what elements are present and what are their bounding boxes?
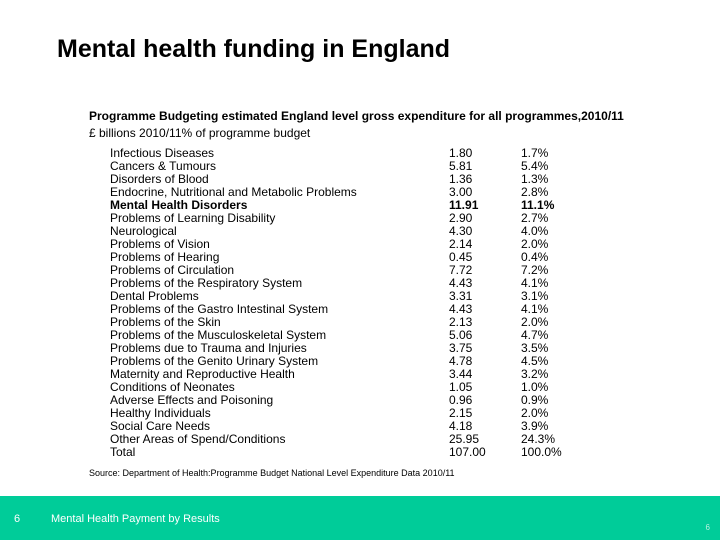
row-category: Neurological bbox=[110, 224, 177, 238]
row-category: Dental Problems bbox=[110, 289, 199, 303]
footer-slide-number: 6 bbox=[14, 513, 21, 525]
row-category: Disorders of Blood bbox=[110, 172, 209, 186]
table-row bbox=[110, 433, 699, 446]
row-percent: 7.2% bbox=[521, 263, 549, 277]
row-amount: 0.96 bbox=[449, 393, 473, 407]
row-percent: 4.7% bbox=[521, 328, 549, 342]
row-percent: 1.0% bbox=[521, 380, 549, 394]
row-percent: 2.8% bbox=[521, 185, 549, 199]
row-percent: 5.4% bbox=[521, 159, 549, 173]
row-category: Problems of Vision bbox=[110, 237, 210, 251]
row-percent: 0.4% bbox=[521, 250, 549, 264]
row-amount: 5.06 bbox=[449, 328, 473, 342]
row-category: Endocrine, Nutritional and Metabolic Problems bbox=[110, 185, 357, 199]
row-amount: 107.00 bbox=[449, 445, 486, 459]
row-amount: 3.00 bbox=[449, 185, 473, 199]
content-body bbox=[89, 109, 699, 479]
table-heading: Programme Budgeting estimated England level gross expenditure for all programmes,2010/11 bbox=[89, 109, 624, 123]
row-amount: 1.05 bbox=[449, 380, 473, 394]
row-amount: 25.95 bbox=[449, 432, 480, 446]
row-percent: 4.0% bbox=[521, 224, 549, 238]
table-subheading: £ billions 2010/11% of programme budget bbox=[89, 126, 311, 140]
row-amount: 4.30 bbox=[449, 224, 473, 238]
row-percent: 4.1% bbox=[521, 276, 549, 290]
row-percent: 1.3% bbox=[521, 172, 549, 186]
row-category: Mental Health Disorders bbox=[110, 198, 248, 212]
row-amount: 4.43 bbox=[449, 276, 473, 290]
row-percent: 11.1% bbox=[521, 198, 555, 212]
row-category: Problems of Learning Disability bbox=[110, 211, 276, 225]
row-category: Infectious Diseases bbox=[110, 146, 215, 160]
source-note: Source: Department of Health:Programme Budget National Level Expenditure Data 2010/11 bbox=[89, 468, 455, 478]
row-category: Total bbox=[110, 445, 136, 459]
table-row bbox=[110, 446, 699, 459]
row-percent: 2.0% bbox=[521, 237, 549, 251]
row-amount: 2.13 bbox=[449, 315, 473, 329]
row-category: Other Areas of Spend/Conditions bbox=[110, 432, 286, 446]
row-category: Problems of Circulation bbox=[110, 263, 235, 277]
row-amount: 4.18 bbox=[449, 419, 473, 433]
row-percent: 2.0% bbox=[521, 406, 549, 420]
row-percent: 100.0% bbox=[521, 445, 562, 459]
row-category: Cancers & Tumours bbox=[110, 159, 217, 173]
row-amount: 3.44 bbox=[449, 367, 473, 381]
expenditure-table bbox=[110, 147, 699, 459]
row-percent: 24.3% bbox=[521, 432, 556, 446]
slide-title: Mental health funding in England bbox=[57, 35, 451, 63]
row-category: Problems of the Musculoskeletal System bbox=[110, 328, 327, 342]
row-category: Social Care Needs bbox=[110, 419, 211, 433]
row-percent: 4.1% bbox=[521, 302, 549, 316]
row-amount: 5.81 bbox=[449, 159, 473, 173]
row-percent: 3.9% bbox=[521, 419, 549, 433]
row-percent: 4.5% bbox=[521, 354, 549, 368]
row-percent: 2.0% bbox=[521, 315, 549, 329]
row-category: Adverse Effects and Poisoning bbox=[110, 393, 274, 407]
footer-title: Mental Health Payment by Results bbox=[51, 513, 220, 525]
row-amount: 4.43 bbox=[449, 302, 473, 316]
table-row bbox=[110, 212, 699, 225]
row-percent: 3.1% bbox=[521, 289, 549, 303]
footer-bar bbox=[0, 496, 720, 540]
row-amount: 2.14 bbox=[449, 237, 473, 251]
row-category: Maternity and Reproductive Health bbox=[110, 367, 295, 381]
row-category: Healthy Individuals bbox=[110, 406, 211, 420]
row-amount: 3.75 bbox=[449, 341, 473, 355]
row-category: Conditions of Neonates bbox=[110, 380, 235, 394]
row-percent: 1.7% bbox=[521, 146, 549, 160]
row-amount: 4.78 bbox=[449, 354, 473, 368]
row-percent: 3.5% bbox=[521, 341, 549, 355]
row-amount: 2.15 bbox=[449, 406, 473, 420]
row-amount: 0.45 bbox=[449, 250, 473, 264]
row-amount: 1.80 bbox=[449, 146, 473, 160]
row-category: Problems of the Respiratory System bbox=[110, 276, 303, 290]
row-amount: 2.90 bbox=[449, 211, 473, 225]
row-category: Problems of Hearing bbox=[110, 250, 220, 264]
row-amount: 1.36 bbox=[449, 172, 473, 186]
row-percent: 2.7% bbox=[521, 211, 549, 225]
row-amount: 11.91 bbox=[449, 198, 479, 212]
row-amount: 3.31 bbox=[449, 289, 473, 303]
row-amount: 7.72 bbox=[449, 263, 473, 277]
row-category: Problems of the Genito Urinary System bbox=[110, 354, 319, 368]
row-percent: 0.9% bbox=[521, 393, 549, 407]
row-category: Problems due to Trauma and Injuries bbox=[110, 341, 307, 355]
row-category: Problems of the Skin bbox=[110, 315, 221, 329]
footer-page-number: 6 bbox=[705, 523, 710, 532]
row-category: Problems of the Gastro Intestinal System bbox=[110, 302, 329, 316]
row-percent: 3.2% bbox=[521, 367, 549, 381]
